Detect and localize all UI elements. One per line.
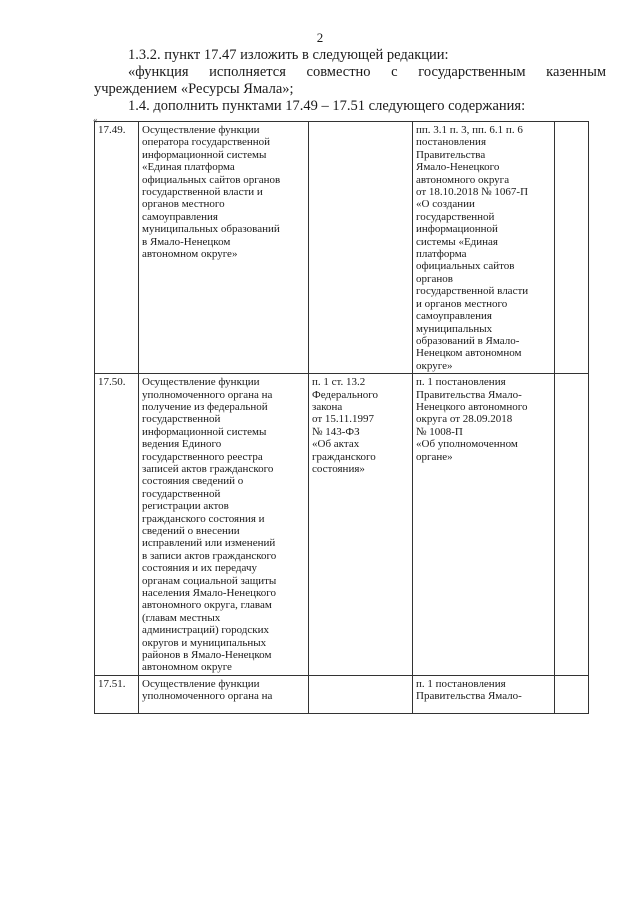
cell-text-line: государственной власти и (142, 186, 263, 199)
cell-text-line: округа от 28.09.2018 (416, 413, 513, 426)
cell-text-line: органов местного (142, 198, 225, 211)
functions-table-body (95, 122, 589, 714)
cell-text-line: Правительства Ямало- (416, 690, 522, 703)
intro-paragraph-2: «функция исполняется совместно с государственным казенным (128, 64, 606, 80)
cell-text-line: самоуправления (142, 210, 218, 223)
cell-text-line: «Об уполномоченном (416, 438, 518, 451)
cell-text-line: «Об актах (312, 438, 360, 451)
cell-text-line: государственной власти (416, 285, 529, 298)
cell-text-line: Федерального (312, 388, 379, 401)
cell-text-line: закона (312, 400, 343, 413)
cell-text-line: получение из федеральной (142, 400, 268, 413)
cell-text-line: исправлений или изменений (142, 537, 276, 550)
cell-text-line: «О создании (416, 198, 475, 211)
cell-text-line: от 18.10.2018 № 1067-П (416, 186, 529, 199)
regional-act-cell (413, 374, 555, 676)
cell-text-line: состояния и их передачу (142, 562, 257, 575)
cell-text-line: Осуществление функции (142, 376, 260, 389)
cell-text-line: информационной системы (142, 148, 267, 161)
cell-text-line: Осуществление функции (142, 677, 260, 690)
cell-text-line: автономном округе» (142, 248, 238, 261)
cell-text-line: и органов местного (416, 297, 508, 310)
cell-text-line: автономного округа, главам (142, 599, 272, 612)
cell-text-line: сведений о внесении (142, 525, 240, 537)
cell-text-line: образований в Ямало- (416, 334, 520, 347)
cell-text-line: официальных сайтов (416, 260, 515, 273)
cell-text-line: округе» (416, 359, 453, 372)
cell-text-line: автономного округа (416, 173, 510, 186)
empty-cell (555, 122, 589, 374)
cell-text-line: округов и муниципальных (142, 636, 267, 649)
function-cell (139, 374, 309, 676)
empty-cell (555, 374, 589, 676)
cell-text-line: системы «Единая (416, 235, 498, 248)
federal-act-cell (309, 122, 413, 374)
table-row (95, 122, 589, 374)
row-number-cell: 17.51. (95, 675, 139, 713)
opening-quote-mark: « (93, 115, 98, 125)
cell-text-line: населения Ямало-Ненецкого (142, 587, 276, 600)
empty-cell (555, 675, 589, 713)
row-number-cell: 17.50. (95, 374, 139, 676)
cell-text-line: п. 1 постановления (416, 376, 506, 389)
function-cell (139, 675, 309, 713)
function-cell (139, 122, 309, 374)
regional-act-cell (413, 675, 555, 713)
table-row (95, 374, 589, 676)
cell-text-line: состояния» (312, 462, 365, 475)
page-number: 2 (316, 30, 324, 45)
row-number-cell: 17.49. (95, 122, 139, 374)
cell-text-line: государственной (416, 210, 495, 223)
cell-text-line: органе» (416, 450, 453, 463)
cell-text-line: ведения Единого (142, 438, 222, 451)
cell-text-line: Ненецком автономном (416, 347, 522, 360)
cell-text-line: органов (416, 272, 453, 285)
cell-text-line: государственной (142, 413, 221, 426)
cell-text-line: самоуправления (416, 310, 492, 323)
cell-text-line: № 143-ФЗ (312, 425, 360, 438)
cell-text-line: информационной (416, 223, 498, 236)
cell-text-line: государственного реестра (142, 450, 263, 463)
intro-paragraph-3: учреждением «Ресурсы Ямала»; (94, 81, 294, 97)
cell-text-line: муниципальных (416, 322, 493, 335)
cell-text-line: администраций) городских (142, 624, 270, 637)
cell-text-line: информационной системы (142, 425, 267, 438)
cell-text-line: (главам местных (142, 611, 221, 624)
cell-text-line: гражданского состояния и (142, 512, 265, 525)
cell-text-line: «Единая платформа (142, 161, 235, 174)
federal-act-cell (309, 374, 413, 676)
cell-text-line: Ненецкого автономного (416, 400, 528, 413)
cell-text-line: органам социальной защиты (142, 574, 277, 587)
cell-text-line: гражданского (312, 450, 376, 463)
federal-act-cell (309, 675, 413, 713)
cell-text-line: Правительства Ямало- (416, 388, 522, 401)
cell-text-line: п. 1 постановления (416, 677, 506, 690)
cell-text-line: постановления (416, 136, 487, 149)
cell-text-line: регистрации актов (142, 500, 229, 513)
regional-act-cell (413, 122, 555, 374)
cell-text-line: записей актов гражданского (142, 462, 274, 475)
cell-text-line: Осуществление функции (142, 124, 260, 136)
cell-text-line: № 1008-П (416, 425, 463, 438)
cell-text-line: муниципальных образований (142, 223, 280, 236)
intro-paragraph-4: 1.4. дополнить пунктами 17.49 – 17.51 следующего содержания: (128, 98, 526, 114)
intro-text (94, 47, 606, 115)
cell-text-line: п. 1 ст. 13.2 (312, 376, 366, 389)
cell-text-line: пп. 3.1 п. 3, пп. 6.1 п. 6 (416, 124, 523, 136)
intro-paragraph-1: 1.3.2. пункт 17.47 изложить в следующей редакции: (128, 47, 449, 63)
cell-text-line: автономном округе (142, 661, 232, 674)
cell-text-line: в записи актов гражданского (142, 549, 277, 562)
cell-text-line: уполномоченного органа на (142, 690, 273, 703)
cell-text-line: платформа (416, 248, 467, 261)
cell-text-line: официальных сайтов органов (142, 173, 281, 186)
cell-text-line: уполномоченного органа на (142, 388, 273, 401)
cell-text-line: Правительства (416, 148, 486, 161)
cell-text-line: оператора государственной (142, 136, 271, 149)
cell-text-line: Ямало-Ненецкого (416, 161, 500, 174)
cell-text-line: от 15.11.1997 (312, 413, 375, 426)
cell-text-line: в Ямало-Ненецком (142, 235, 231, 248)
table-row (95, 675, 589, 713)
cell-text-line: состояния сведений о (142, 475, 244, 488)
functions-table (94, 121, 589, 714)
cell-text-line: районов в Ямало-Ненецком (142, 649, 272, 662)
cell-text-line: государственной (142, 487, 221, 500)
